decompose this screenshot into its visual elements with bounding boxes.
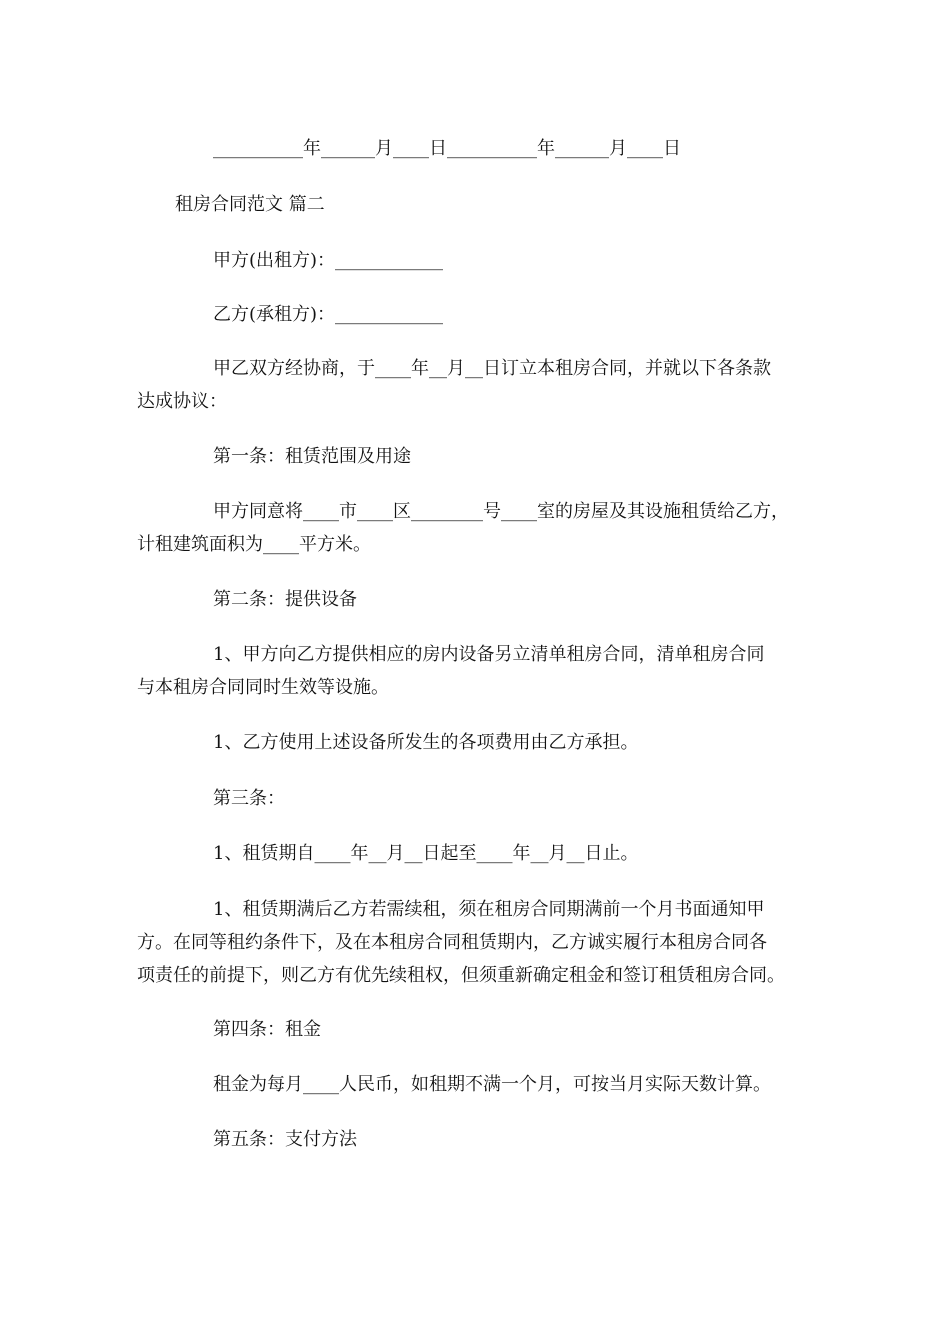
article-1-line-2: 计租建筑面积为____平方米。 xyxy=(137,534,371,555)
article-5-title: 第五条：支付方法 xyxy=(213,1129,357,1150)
intro-line-2: 达成协议： xyxy=(137,391,227,412)
intro-line-1: 甲乙双方经协商，于____年__月__日订立本租房合同，并就以下各条款 xyxy=(213,358,771,379)
section-title: 租房合同范文 篇二 xyxy=(175,194,325,215)
article-2-item-1 xyxy=(137,638,827,704)
article-2-item-1-line-1: 1、甲方向乙方提供相应的房内设备另立清单租房合同，清单租房合同 xyxy=(213,644,765,665)
article-2-item-1-line-2: 与本租房合同同时生效等设施。 xyxy=(137,677,389,698)
article-3-item-2-line-2: 方。在同等租约条件下，及在本租房合同租赁期内，乙方诚实履行本租房合同各 xyxy=(137,932,767,953)
article-4-title: 第四条：租金 xyxy=(213,1019,321,1040)
party-a-field: 甲方(出租方)：____________ xyxy=(213,250,444,271)
article-1-line-1: 甲方同意将____市____区________号____室的房屋及其设施租赁给乙方， xyxy=(213,501,789,522)
article-3-item-2-line-1: 1、租赁期满后乙方若需续租，须在租房合同期满前一个月书面通知甲 xyxy=(213,899,765,920)
article-3-item-2-line-3: 项责任的前提下，则乙方有优先续租权，但须重新确定租金和签订租赁租房合同。 xyxy=(137,965,785,986)
intro-paragraph xyxy=(137,352,827,418)
party-b-field: 乙方(承租方)：____________ xyxy=(213,304,444,325)
article-3-item-2 xyxy=(137,893,827,992)
article-3-item-1: 1、租赁期自____年__月__日起至____年__月__日止。 xyxy=(213,843,639,864)
date-signature-line: __________年______月____日__________年______月____日 xyxy=(213,138,681,159)
article-2-title: 第二条：提供设备 xyxy=(213,589,357,610)
article-1-title: 第一条：租赁范围及用途 xyxy=(213,446,411,467)
article-4-text: 租金为每月____人民币，如租期不满一个月，可按当月实际天数计算。 xyxy=(213,1074,771,1095)
article-2-item-2: 1、乙方使用上述设备所发生的各项费用由乙方承担。 xyxy=(213,732,639,753)
article-3-title: 第三条： xyxy=(213,788,285,809)
article-1-paragraph xyxy=(137,495,827,561)
